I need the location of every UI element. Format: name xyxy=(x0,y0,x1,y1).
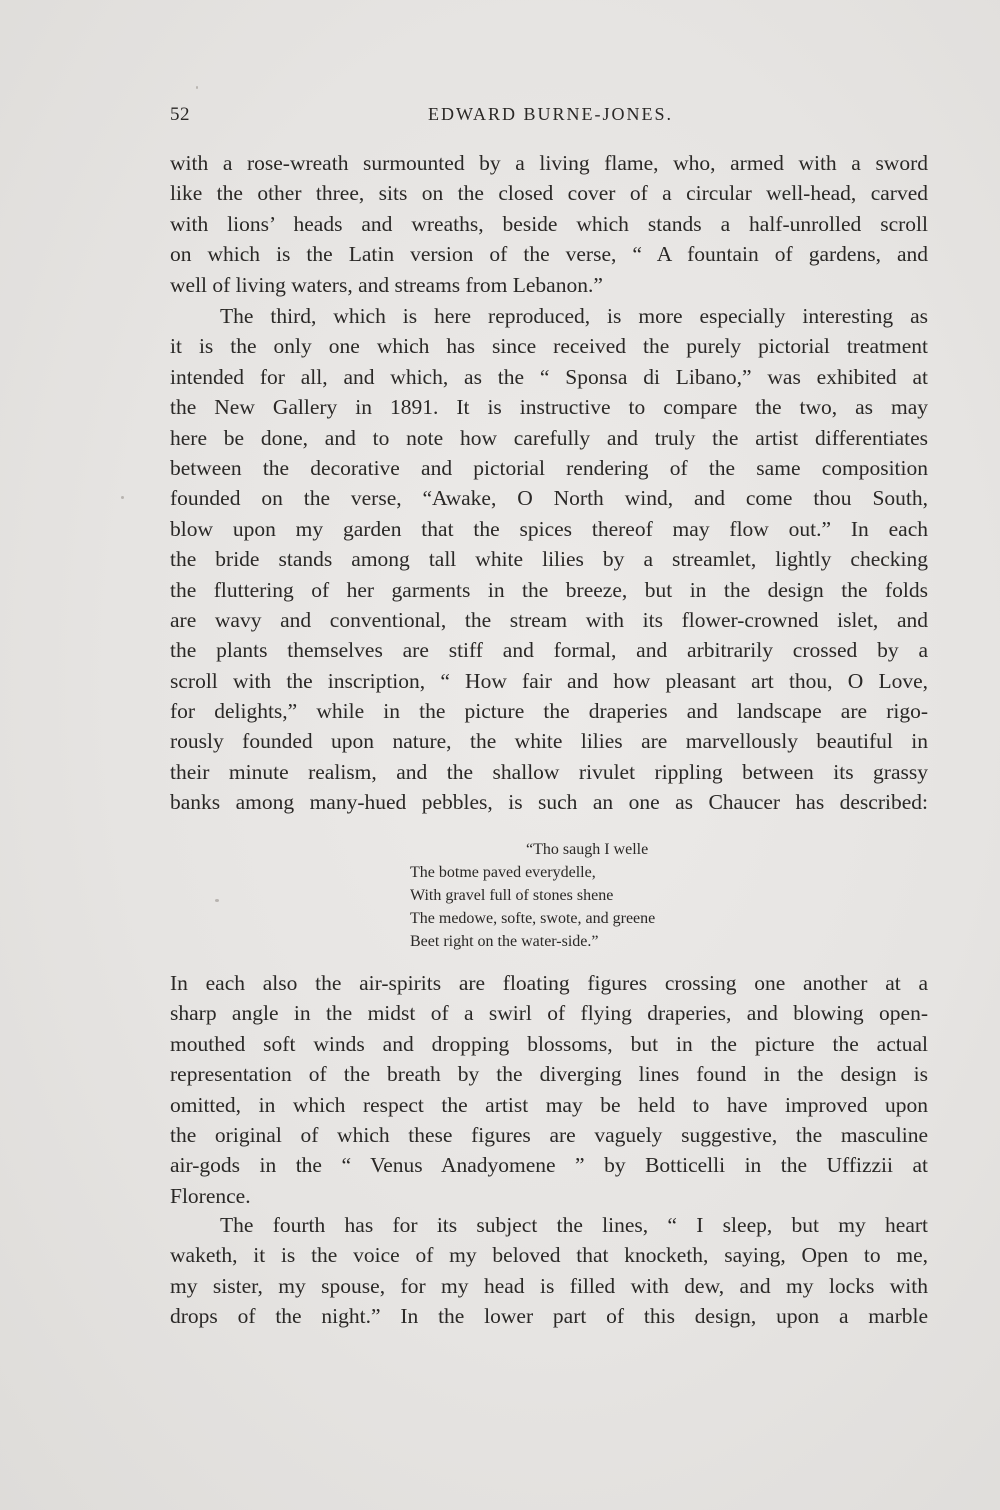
text-line: the original of which these figures are vaguely suggestive, the masculine xyxy=(170,1122,928,1147)
verse-line: Beet right on the water-side.” xyxy=(410,933,599,950)
text-line: my sister, my spouse, for my head is filled with dew, and my locks with xyxy=(170,1273,928,1298)
paper-speck xyxy=(215,899,219,902)
text-line: here be done, and to note how carefully and truly the artist differentiates xyxy=(170,425,928,450)
text-line: well of living waters, and streams from Lebanon.” xyxy=(170,272,603,297)
text-line: Florence. xyxy=(170,1183,251,1208)
verse-line: “Tho saugh I welle xyxy=(526,841,649,858)
text-line: on which is the Latin version of the verse, “ A fountain of gardens, and xyxy=(170,242,928,267)
text-line: are wavy and conventional, the stream with its flower-crowned islet, and xyxy=(170,607,928,632)
text-line: The third, which is here reproduced, is more especially interesting as xyxy=(220,304,928,328)
text-line: founded on the verse, “Awake, O North wind, and come thou South, xyxy=(170,486,928,511)
text-line: The fourth has for its subject the lines, “ I sleep, but my heart xyxy=(220,1213,928,1237)
page-header xyxy=(170,104,925,134)
text-line: rously founded upon nature, the white lilies are marvellously beautiful in xyxy=(170,729,928,754)
text-line: between the decorative and pictorial rendering of the same composition xyxy=(170,455,928,480)
paragraph-fourth-design xyxy=(170,1210,928,1332)
text-line: blow upon my garden that the spices thereof may flow out.” In each xyxy=(170,516,928,541)
text-line: mouthed soft winds and dropping blossoms, but in the picture the actual xyxy=(170,1031,928,1056)
text-line: like the other three, sits on the closed cover of a circular well-head, carved xyxy=(170,181,928,206)
text-line: the New Gallery in 1891. It is instructive to compare the two, as may xyxy=(170,395,928,420)
text-line: for delights,” while in the picture the draperies and landscape are rigo- xyxy=(170,699,928,724)
text-line: drops of the night.” In the lower part of this design, upon a marble xyxy=(170,1304,928,1329)
text-line: waketh, it is the voice of my beloved that knocketh, saying, Open to me, xyxy=(170,1243,928,1268)
text-line: scroll with the inscription, “ How fair and how pleasant art thou, O Love, xyxy=(170,668,928,693)
page-number: 52 xyxy=(170,104,190,125)
text-line: banks among many-hued pebbles, is such an one as Chaucer has described: xyxy=(170,790,928,815)
paragraph-air-spirits xyxy=(170,968,928,1211)
text-line: with lions’ heads and wreaths, beside which stands a half-unrolled scroll xyxy=(170,211,928,236)
text-line: the bride stands among tall white lilies by a streamlet, lightly checking xyxy=(170,547,928,572)
paper-speck xyxy=(196,86,198,89)
text-line: omitted, in which respect the artist may be held to have improved upon xyxy=(170,1092,928,1117)
text-line: intended for all, and which, as the “ Sponsa di Libano,” was exhibited at xyxy=(170,364,928,389)
verse-line: The medowe, softe, swote, and greene xyxy=(410,910,656,927)
paragraph-continued xyxy=(170,148,928,300)
verse-line: The botme paved everydelle, xyxy=(410,864,596,881)
running-title: EDWARD BURNE-JONES. xyxy=(428,104,673,124)
text-line: In each also the air-spirits are floating figures crossing one another at a xyxy=(170,971,928,995)
paragraph-third-design xyxy=(170,301,928,818)
text-line: with a rose-wreath surmounted by a living flame, who, armed with a sword xyxy=(170,151,928,175)
text-line: sharp angle in the midst of a swirl of flying draperies, and blowing open- xyxy=(170,1001,928,1026)
text-line: the fluttering of her garments in the breeze, but in the design the folds xyxy=(170,577,928,602)
text-line: representation of the breath by the diverging lines found in the design is xyxy=(170,1062,928,1087)
text-line: air-gods in the “ Venus Anadyomene ” by Botticelli in the Uffizzii at xyxy=(170,1153,928,1178)
text-line: their minute realism, and the shallow rivulet rippling between its grassy xyxy=(170,759,928,784)
verse-line: With gravel full of stones shene xyxy=(410,887,614,904)
paper-speck xyxy=(121,496,124,499)
text-line: the plants themselves are stiff and formal, and arbitrarily crossed by a xyxy=(170,638,928,663)
chaucer-quotation xyxy=(410,838,750,953)
text-line: it is the only one which has since received the purely pictorial treatment xyxy=(170,334,928,359)
